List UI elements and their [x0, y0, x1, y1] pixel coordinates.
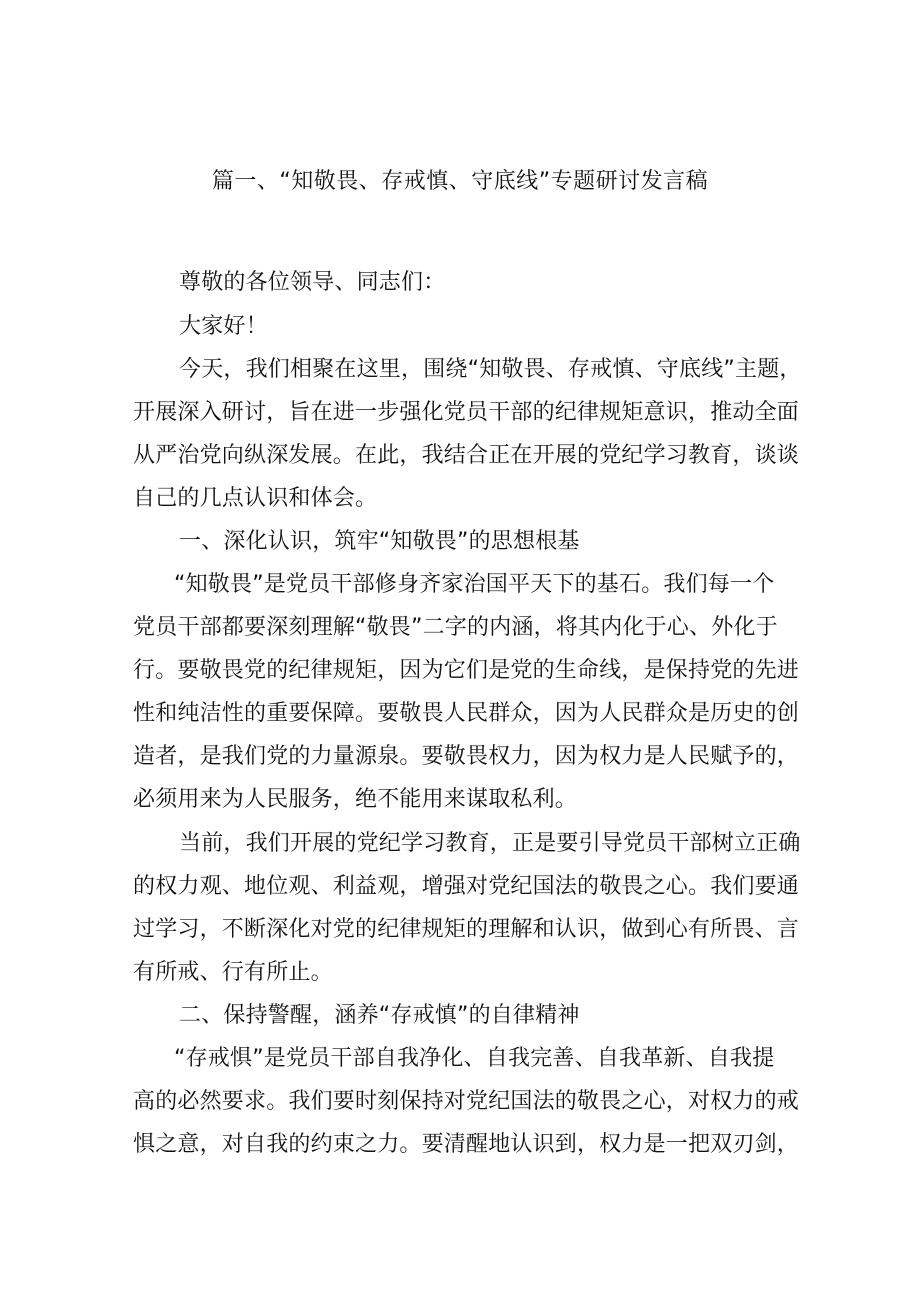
paragraph-line: 必须用来为人民服务，绝不能用来谋取私利。: [133, 787, 578, 812]
paragraph-line: 高的必然要求。我们要时刻保持对党纪国法的敬畏之心，对权力的戒: [133, 1089, 800, 1114]
paragraph-line: “存戒惧”是党员干部自我净化、自我完善、自我革新、自我提: [174, 1046, 775, 1071]
paragraph-line: 当前，我们开展的党纪学习教育，正是要引导党员干部树立正确: [179, 831, 801, 856]
paragraph-line: 性和纯洁性的重要保障。要敬畏人民群众，因为人民群众是历史的创: [133, 701, 800, 726]
paragraph-line: 今天，我们相聚在这里，围绕“知敬畏、存戒慎、守底线”主题，: [179, 357, 802, 382]
paragraph-line: 造者，是我们党的力量源泉。要敬畏权力，因为权力是人民赋予的，: [133, 744, 800, 769]
paragraph-line: 党员干部都要深刻理解“敬畏”二字的内涵，将其内化于心、外化于: [133, 615, 778, 640]
paragraph-line: 从严治党向纵深发展。在此，我结合正在开展的党纪学习教育，谈谈: [133, 443, 800, 468]
section-heading: 一、深化认识，筑牢“知敬畏”的思想根基: [179, 529, 580, 554]
paragraph-line: 过学习，不断深化对党的纪律规矩的理解和认识，做到心有所畏、言: [133, 917, 800, 942]
paragraph-line: 开展深入研讨，旨在进一步强化党员干部的纪律规矩意识，推动全面: [133, 400, 800, 425]
paragraph-line: 自己的几点认识和体会。: [133, 486, 378, 511]
section-heading: 二、保持警醒，涵养“存戒慎”的自律精神: [179, 1003, 580, 1028]
paragraph-line: 行。要敬畏党的纪律规矩，因为它们是党的生命线，是保持党的先进: [133, 658, 800, 683]
paragraph-line: 惧之意，对自我的约束之力。要清醒地认识到，权力是一把双刃剑，: [133, 1132, 800, 1157]
paragraph-line: 有所戒、行有所止。: [133, 960, 333, 985]
paragraph-line: 的权力观、地位观、利益观，增强对党纪国法的敬畏之心。我们要通: [133, 874, 800, 899]
document-title: 篇一、“知敬畏、存戒慎、守底线”专题研讨发言稿: [211, 169, 709, 194]
greeting: 大家好！: [179, 314, 268, 339]
salutation: 尊敬的各位领导、同志们：: [179, 270, 446, 295]
paragraph-line: “知敬畏”是党员干部修身齐家治国平天下的基石。我们每一个: [174, 572, 775, 597]
